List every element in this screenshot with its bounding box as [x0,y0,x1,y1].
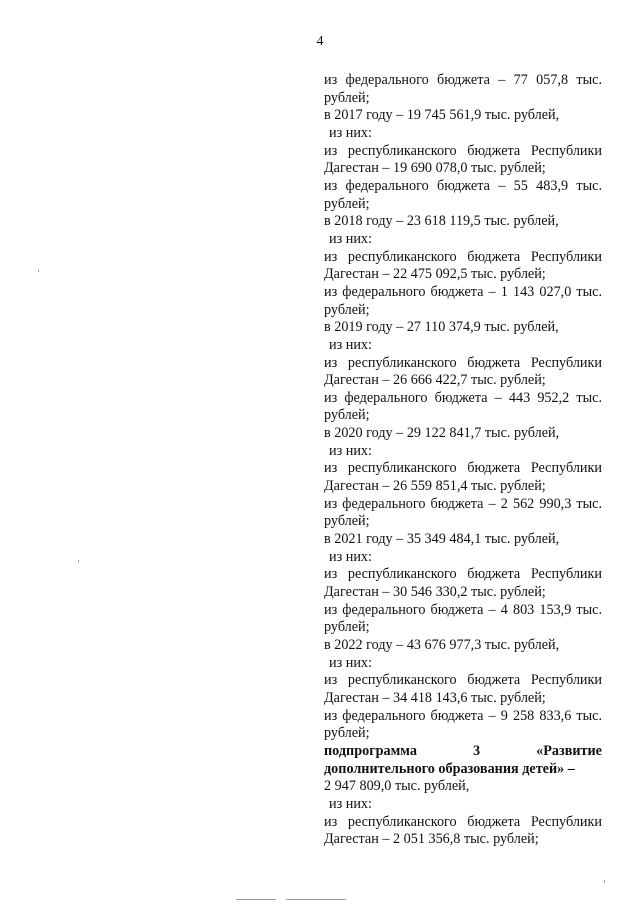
paragraph: из них: [329,795,372,812]
paragraph: из федерального бюджета – 443 952,2 тыс. рублей; [324,389,602,424]
paragraph: из них: [329,442,372,459]
page-number: 4 [316,34,324,49]
subprogram-heading [324,743,602,796]
subprogram-breakdown [324,796,602,849]
paragraph: из них: [329,548,372,565]
subprogram-title-rest: дополнительного образования детей» – [324,760,575,777]
budget-paragraphs [324,72,602,743]
paragraph: из них: [329,230,372,247]
paragraph: в 2017 году – 19 745 561,9 тыс. рублей, [324,107,560,124]
paragraph: из федерального бюджета – 55 483,9 тыс. рублей; [324,177,602,212]
paragraph: в 2020 году – 29 122 841,7 тыс. рублей, [324,425,560,442]
subprogram-title-start: «Развитие [536,742,602,759]
paragraph: из них: [329,654,372,671]
paragraph: из республиканского бюджета Республики Дагестан – 34 418 143,6 тыс. рублей; [324,672,602,706]
paragraph: из республиканского бюджета Республики Дагестан – 19 690 078,0 тыс. рублей; [324,142,602,177]
scan-speck [78,560,79,562]
paragraph: из республиканского бюджета Республики Дагестан – 2 051 356,8 тыс. рублей; [324,813,602,848]
paragraph: в 2019 году – 27 110 374,9 тыс. рублей, [324,319,559,336]
paragraph: из них: [329,124,372,141]
scan-line [236,899,276,900]
paragraph: из республиканского бюджета Республики Дагестан – 26 666 422,7 тыс. рублей; [324,354,602,389]
subprogram-heading-line [324,743,602,761]
paragraph: в 2022 году – 43 676 977,3 тыс. рублей, [324,637,560,653]
subprogram-amount: 2 947 809,0 тыс. рублей, [324,778,470,795]
paragraph: в 2021 году – 35 349 484,1 тыс. рублей, [324,531,560,548]
paragraph: из федерального бюджета – 1 143 027,0 тыс. рублей; [324,283,602,318]
scan-speck [604,880,605,883]
paragraph: из них: [329,336,372,353]
scan-line [286,899,346,900]
paragraph: из республиканского бюджета Республики Дагестан – 22 475 092,5 тыс. рублей; [324,248,602,283]
paragraph: из федерального бюджета – 2 562 990,3 тыс. рублей; [324,495,602,530]
scan-speck [38,270,39,272]
paragraph: из республиканского бюджета Республики Дагестан – 30 546 330,2 тыс. рублей; [324,566,602,601]
paragraph: из республиканского бюджета Республики Дагестан – 26 559 851,4 тыс. рублей; [324,460,602,495]
subprogram-word: подпрограмма [324,742,417,759]
document-body [324,72,602,849]
paragraph: в 2018 году – 23 618 119,5 тыс. рублей, [324,213,559,230]
paragraph: из федерального бюджета – 77 057,8 тыс. рублей; [324,72,602,106]
paragraph: из федерального бюджета – 4 803 153,9 тыс. рублей; [324,601,602,636]
paragraph: из федерального бюджета – 9 258 833,6 тыс. рублей; [324,707,602,742]
subprogram-number: 3 [473,742,481,759]
